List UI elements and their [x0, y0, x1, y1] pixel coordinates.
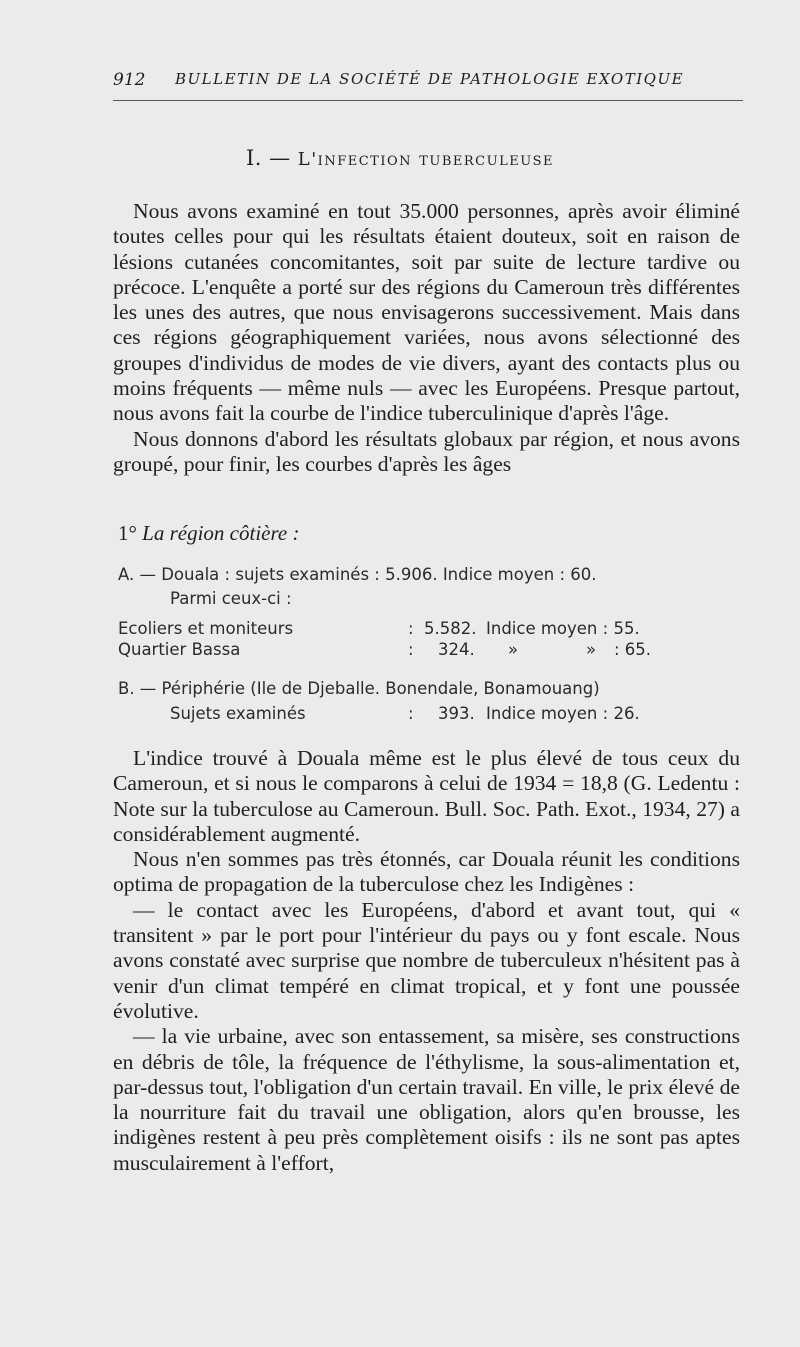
paragraph: Nous avons examiné en tout 35.000 personnes, après avoir éliminé toutes celles pour qui les résultats étaient douteux, soit en raison de lésions cutanées concomitantes, soit par suite de lecture tardive ou précoce. L'enquête a porté sur des régions du Cameroun très différentes les unes des autres, que nous envisagerons successivement. Mais dans ces régions géographiquement variées, nous avons sélectionné des groupes d'individus de modes de vie divers, ayant des contacts plus ou moins fréquents — même nuls — avec les Européens. Presque partout, nous avons fait la courbe de l'indice tuberculinique d'après l'âge.: [113, 199, 740, 426]
running-title: BULLETIN DE LA SOCIÉTÉ DE PATHOLOGIE EXOTIQUE: [175, 70, 685, 88]
stat-line-b: B. — Périphérie (Ile de Djeballe. Bonendale, Bonamouang): [118, 679, 600, 698]
stat-ditto: »: [586, 640, 597, 659]
stat-label: Ecoliers et moniteurs: [118, 619, 294, 638]
discussion-text: [113, 746, 740, 1176]
paragraph: Nous n'en sommes pas très étonnés, car Douala réunit les conditions optima de propagation de la tuberculose chez les Indigènes :: [113, 847, 740, 897]
subsection-heading: [118, 521, 299, 546]
stat-row: [118, 640, 678, 662]
header-rule: [113, 100, 743, 101]
paragraph: — le contact avec les Européens, d'abord et avant tout, qui « transitent » par le port pour l'intérieur du pays ou y font escale. Nous avons constaté avec surprise que nombre de tuberculeux n'hésitent pas à venir d'un climat tempéré en climat tropical, et y font une poussée évolutive.: [113, 897, 740, 1023]
stat-count: 5.582.: [424, 619, 477, 638]
stat-count: 324.: [438, 640, 475, 659]
stat-row: [118, 619, 678, 641]
section-title-text: L'infection tuberculeuse: [297, 149, 555, 170]
stat-parmi: Parmi ceux-ci :: [170, 589, 292, 608]
section-numeral: I. —: [245, 146, 291, 170]
section-title: [0, 146, 800, 170]
paragraph: L'indice trouvé à Douala même est le plus élevé de tous ceux du Cameroun, et si nous le comparons à celui de 1934 = 18,8 (G. Ledentu : Note sur la tuberculose au Cameroun. Bull. Soc. Path. Exot., 1934, 27) a considérablement augmenté.: [113, 746, 740, 846]
stat-colon: :: [408, 704, 414, 723]
page-number: 912: [113, 70, 146, 90]
stat-count: 393.: [438, 704, 475, 723]
paragraph: — la vie urbaine, avec son entassement, sa misère, ses constructions en débris de tôle, la fréquence de l'éthylisme, la sous-alimentation et, par-dessus tout, l'obligation d'un certain travail. En ville, le prix élevé de la nourriture fait du travail une obligation, alors qu'en brousse, les indigènes restent à peu près complètement oisifs : ils ne sont pas aptes musculairement à l'effort,: [113, 1024, 740, 1175]
stat-label: Quartier Bassa: [118, 640, 241, 659]
intro-text: [113, 199, 740, 477]
paragraph: Nous donnons d'abord les résultats globaux par région, et nous avons groupé, pour finir, les courbes d'après les âges: [113, 426, 740, 476]
stat-value: : 65.: [614, 640, 652, 659]
stat-text: Indice moyen : 55.: [486, 619, 640, 638]
stat-row: [118, 704, 678, 726]
subsection-title: La région côtière :: [142, 521, 300, 545]
subsection-number: 1°: [118, 521, 137, 545]
page-header: [113, 70, 743, 98]
stat-colon: :: [408, 619, 414, 638]
stat-text: Indice moyen : 26.: [486, 704, 640, 723]
stat-line-a: A. — Douala : sujets examinés : 5.906. Indice moyen : 60.: [118, 565, 597, 584]
stat-ditto: »: [508, 640, 519, 659]
statistics-block: [118, 565, 678, 735]
stat-label: Sujets examinés: [170, 704, 306, 723]
stat-colon: :: [408, 640, 414, 659]
